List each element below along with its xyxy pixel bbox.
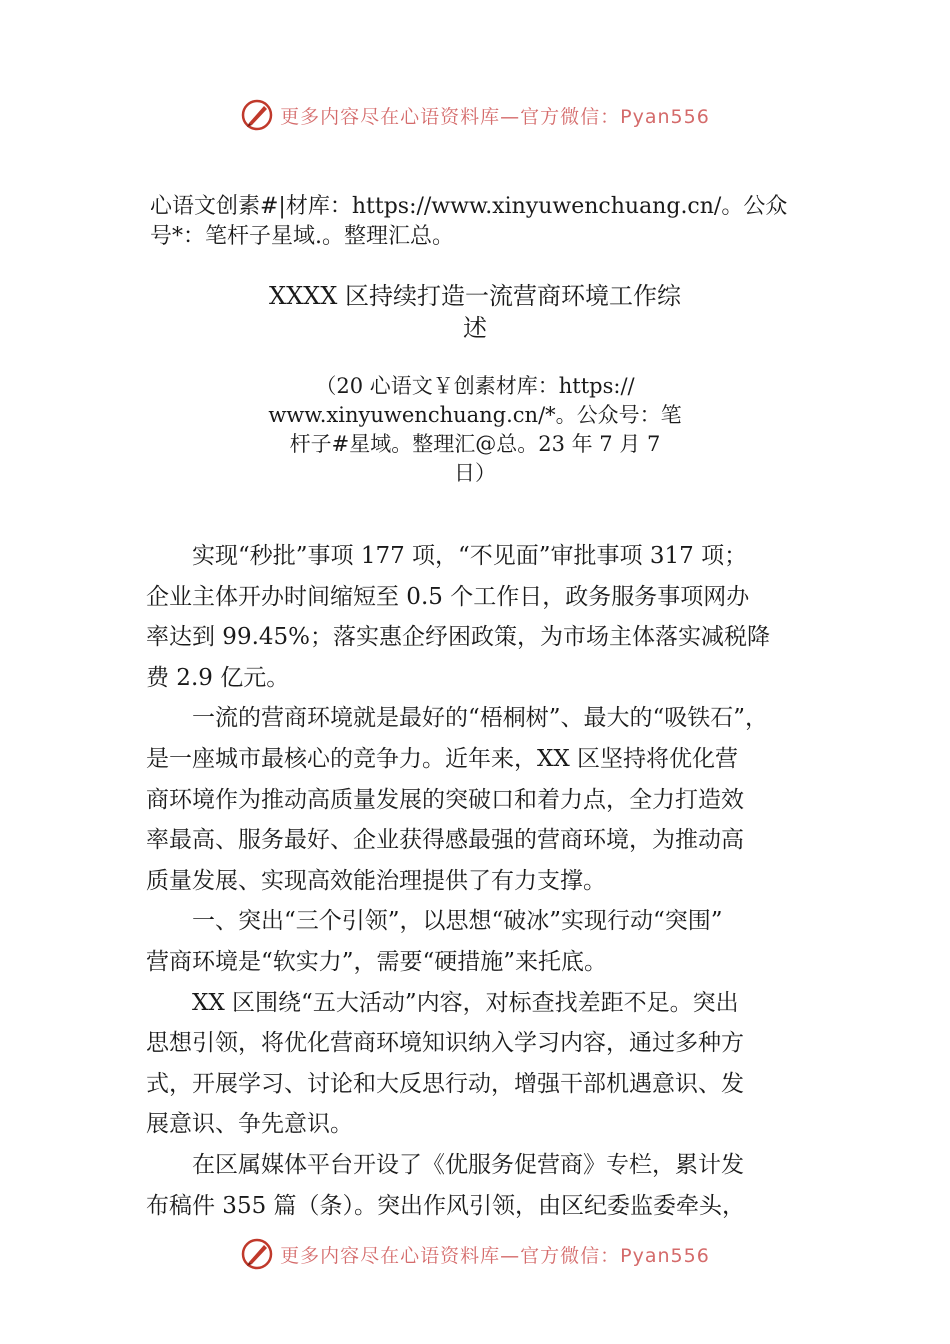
banner-text: 更多内容尽在心语资料库—官方微信：Pyan556 [280, 1244, 710, 1267]
bottom-banner [0, 1234, 950, 1274]
subtitle-line: 日） [454, 461, 496, 485]
document-subtitle [0, 372, 950, 488]
body-line: 实现“秒批”事项 177 项，“不见面”审批事项 317 项； [146, 543, 748, 569]
body-line: 营商环境是“软实力”，需要“硬措施”来托底。 [146, 948, 608, 975]
body-line: 企业主体开办时间缩短至 0.5 个工作日，政务服务事项网办 [146, 583, 750, 610]
subtitle-line: （20 心语文￥创素材库：https:// [315, 374, 635, 398]
document-body [146, 536, 826, 1226]
title-line: XXXX 区持续打造一流营商环境工作综 [269, 282, 681, 310]
body-line: 质量发展、实现高效能治理提供了有力支撑。 [146, 867, 606, 894]
body-line: 一、突出“三个引领”，以思想“破冰”实现行动“突围” [146, 908, 723, 935]
subtitle-line: www.xinyuwenchuang.cn/*。公众号：笔 [268, 403, 682, 427]
body-line: 布稿件 355 篇（条）。突出作风引领，由区纪委监委牵头， [146, 1192, 746, 1219]
top-banner [0, 95, 950, 135]
body-line: XX 区围绕“五大活动”内容，对标查找差距不足。突出 [146, 989, 739, 1016]
body-line: 思想引领，将优化营商环境知识纳入学习内容，通过多种方 [146, 1030, 744, 1057]
body-line: 式，开展学习、讨论和大反思行动，增强干部机遇意识、发 [146, 1070, 744, 1097]
body-line: 商环境作为推动高质量发展的突破口和着力点，全力打造效 [146, 786, 744, 813]
pen-logo-icon [240, 1237, 274, 1271]
header-note-line: 号*：笔杆子星域.。整理汇总。 [150, 224, 454, 249]
body-line: 费 2.9 亿元。 [146, 664, 290, 691]
body-line: 一流的营商环境就是最好的“梧桐树”、最大的“吸铁石”， [146, 705, 769, 732]
body-line: 展意识、争先意识。 [146, 1111, 353, 1138]
title-line: 述 [463, 314, 487, 342]
header-note [150, 192, 850, 252]
body-line: 率最高、服务最好、企业获得感最强的营商环境，为推动高 [146, 827, 744, 854]
pen-logo-icon [240, 98, 274, 132]
document-title [0, 280, 950, 344]
header-note-line: 心语文创素#|材库：https://www.xinyuwenchuang.cn/。公众 [150, 194, 788, 219]
body-line: 是一座城市最核心的竞争力。近年来，XX 区坚持将优化营 [146, 745, 739, 772]
banner-text: 更多内容尽在心语资料库—官方微信：Pyan556 [280, 105, 710, 128]
body-line: 在区属媒体平台开设了《优服务促营商》专栏，累计发 [146, 1151, 744, 1178]
body-line: 率达到 99.45%；落实惠企纾困政策，为市场主体落实减税降 [146, 624, 771, 651]
subtitle-line: 杆子#星域。整理汇@总。23 年 7 月 7 [289, 432, 661, 456]
